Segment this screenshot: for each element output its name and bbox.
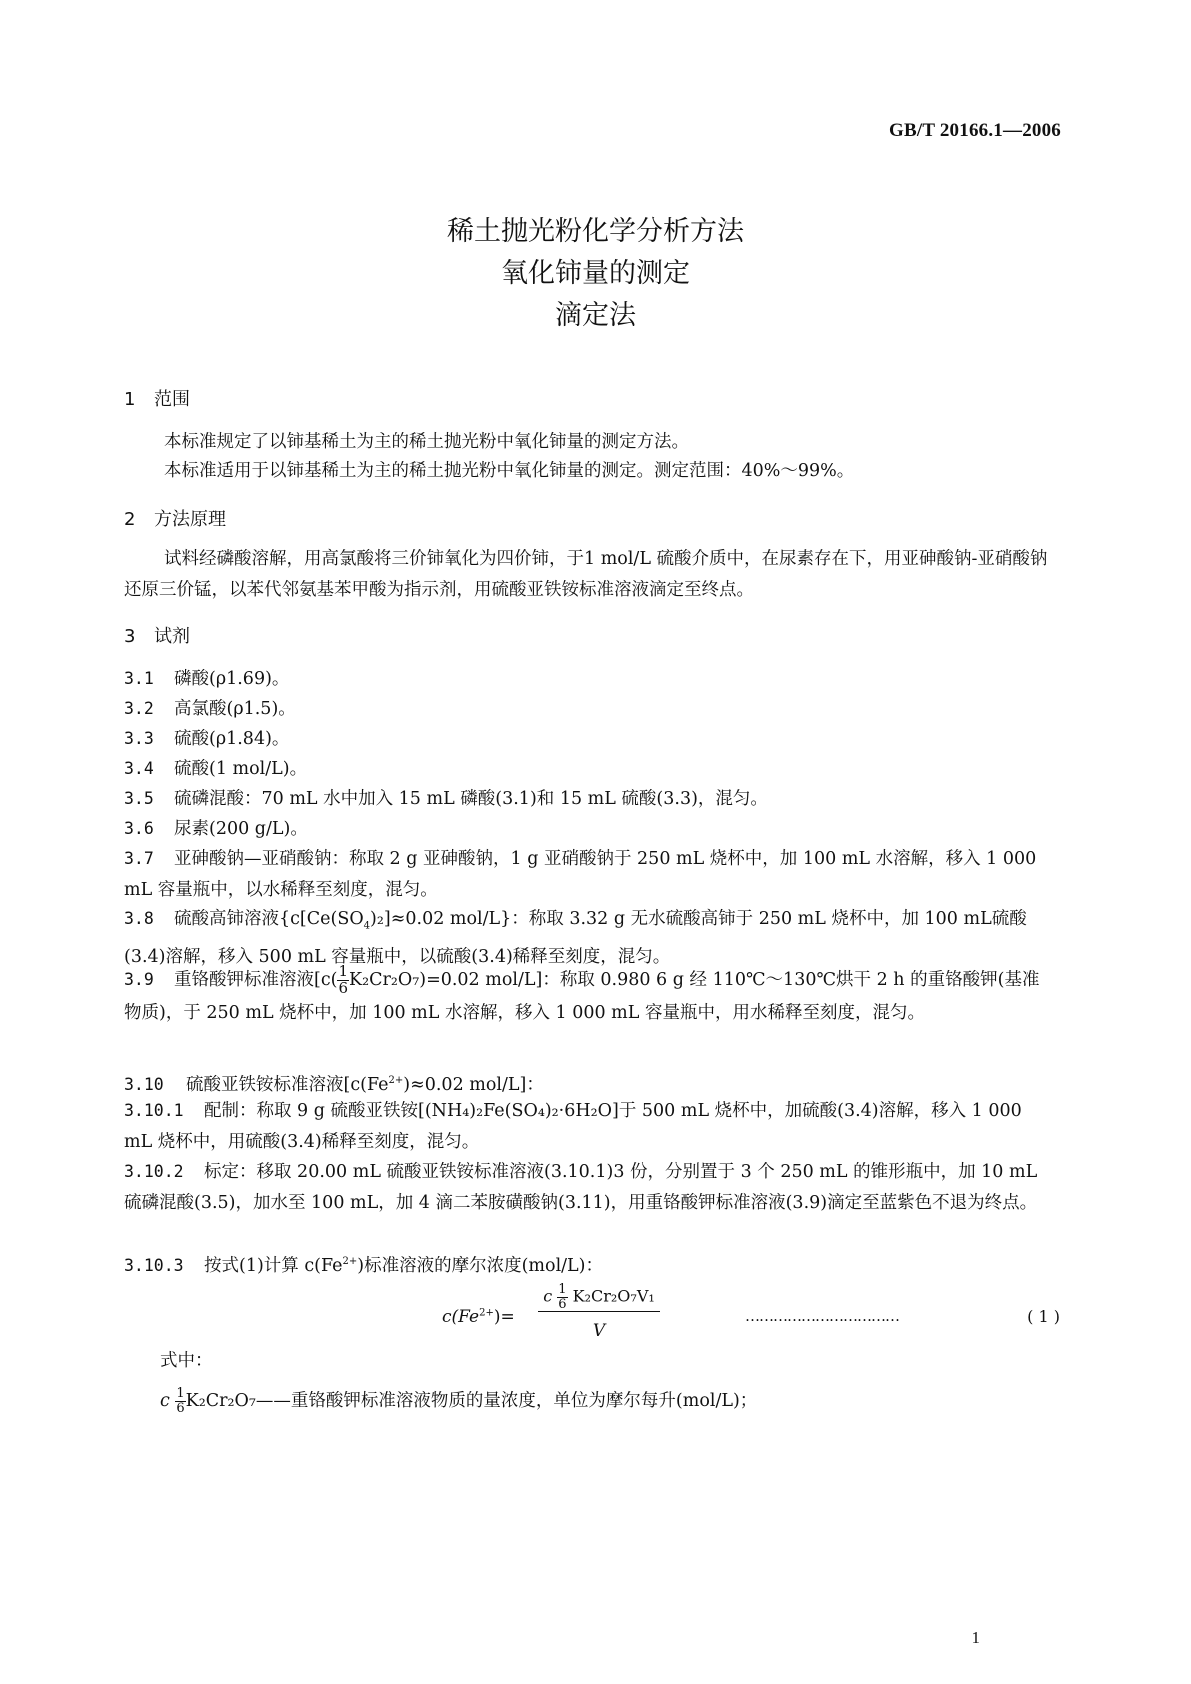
item-text-pre: 硫酸亚铁铵标准溶液[c(Fe xyxy=(186,1074,389,1095)
superscript: 2+ xyxy=(342,1256,358,1267)
fraction-numerator: 1 xyxy=(338,962,349,981)
section-2-heading xyxy=(124,505,226,531)
item-text: 硫酸(1 mol/L)。 xyxy=(174,759,308,779)
fraction xyxy=(557,1283,567,1311)
section-title: 范围 xyxy=(154,389,190,410)
page-title-line2: 氧化铈量的测定 xyxy=(501,258,690,289)
equation-1 xyxy=(400,1283,1060,1353)
item-text: 硫酸(ρ1.84)。 xyxy=(174,729,290,749)
where-label: 式中： xyxy=(160,1351,213,1371)
item-text: 亚砷酸钠—亚硝酸钠：称取 2 g 亚砷酸钠，1 g 亚硝酸钠于 250 mL 烧杯中，加 100 mL 水溶解，移入 1 000 mL 容量瓶中，以水稀释至刻度，混匀。 xyxy=(124,849,1037,900)
section-number: 1 xyxy=(124,389,136,410)
item-text: 高氯酸(ρ1.5)。 xyxy=(174,699,296,719)
equation-numerator xyxy=(538,1283,660,1312)
fraction xyxy=(337,964,349,997)
item-text: 配制：称取 9 g 硫酸亚铁铵[(NH₄)₂Fe(SO₄)₂·6H₂O]于 500 mL 烧杯中，加硫酸(3.4)溶解，移入 1 000 mL 烧杯中，用硫酸(3.4)稀释至刻度，混匀。 xyxy=(124,1101,1022,1152)
fraction-numerator: 1 xyxy=(558,1282,567,1297)
equation-number: ( 1 ) xyxy=(1027,1307,1060,1326)
item-text: 硫磷混酸：70 mL 水中加入 15 mL 磷酸(3.1)和 15 mL 硫酸(3.3)，混匀。 xyxy=(174,789,768,809)
section-number: 3 xyxy=(124,626,136,647)
item-text-post: )标准溶液的摩尔浓度(mol/L)： xyxy=(357,1255,604,1276)
superscript: 2+ xyxy=(388,1075,404,1086)
reagent-item xyxy=(124,963,1049,1030)
page-number: 1 xyxy=(971,1628,980,1647)
eq-lhs-pre: c(Fe xyxy=(442,1307,480,1327)
equation-lhs xyxy=(442,1307,515,1327)
item-number: 3.3 xyxy=(124,729,154,748)
fraction xyxy=(175,1387,185,1415)
reagent-item xyxy=(124,1156,1049,1219)
item-number: 3.1 xyxy=(124,669,154,688)
subscript: 4 xyxy=(363,920,371,932)
reagent-item xyxy=(124,783,1049,815)
reagent-item xyxy=(124,663,1049,695)
var-description: ——重铬酸钾标准溶液物质的量浓度，单位为摩尔每升(mol/L)； xyxy=(255,1391,758,1411)
eq-num-c: c xyxy=(543,1286,553,1306)
eq-num-rest: K₂Cr₂O₇V₁ xyxy=(572,1286,655,1306)
item-text-post: )₂]≈0.02 mol/L}：称取 3.32 g 无水硫酸高铈于 250 mL 烧杯中，加 100 mL硫酸(3.4)溶解，移入 500 mL 容量瓶中，以硫酸(3.4)稀释至刻度，混匀。 xyxy=(124,909,1027,967)
page-title-line3: 滴定法 xyxy=(555,300,636,331)
item-number: 3.10.1 xyxy=(124,1101,184,1120)
paragraph: 试料经磷酸溶解，用高氯酸将三价铈氧化为四价铈，于1 mol/L 硫酸介质中，在尿素存在下，用亚砷酸钠-亚硝酸钠还原三价锰，以苯代邻氨基苯甲酸为指示剂，用硫酸亚铁铵标准溶液滴定至终点。 xyxy=(124,549,1048,600)
item-number: 3.8 xyxy=(124,909,154,928)
item-text-pre: 重铬酸钾标准溶液[c( xyxy=(174,970,338,990)
eq-lhs-post: )= xyxy=(493,1307,515,1327)
fraction-denominator: 6 xyxy=(176,1401,185,1416)
section-title: 试剂 xyxy=(154,626,190,647)
item-text: 尿素(200 g/L)。 xyxy=(174,819,308,839)
reagent-item xyxy=(124,813,1049,845)
eq-lhs-sup: 2+ xyxy=(479,1307,494,1319)
variable-definition xyxy=(160,1385,1085,1418)
equation-leader-dots: …………………………… xyxy=(745,1307,899,1325)
paragraph: 本标准规定了以铈基稀土为主的稀土抛光粉中氧化铈量的测定方法。 xyxy=(164,432,689,452)
var-rest: K₂Cr₂O₇ xyxy=(185,1391,256,1411)
fraction-denominator: 6 xyxy=(558,1296,567,1312)
fraction-denominator: 6 xyxy=(338,979,349,997)
item-number: 3.10 xyxy=(124,1074,164,1094)
item-number: 3.4 xyxy=(124,759,154,778)
item-text: 标定：移取 20.00 mL 硫酸亚铁铵标准溶液(3.10.1)3 份，分别置于 3 个 250 mL 的锥形瓶中，加 10 mL 硫磷混酸(3.5)，加水至 100 mL，加 4 滴二苯胺磺酸钠(3.11)，用重铬酸钾标准溶液(3.9)滴定至蓝紫色不退为终点。 xyxy=(124,1162,1038,1213)
item-number: 3.9 xyxy=(124,970,154,989)
item-text-post: )≈0.02 mol/L]： xyxy=(403,1074,544,1095)
page-title-line1: 稀土抛光粉化学分析方法 xyxy=(447,216,744,247)
section-title: 方法原理 xyxy=(154,509,226,530)
reagent-item xyxy=(124,693,1049,725)
section-3-heading xyxy=(124,622,190,648)
reagent-item xyxy=(124,1095,1049,1158)
fraction-numerator: 1 xyxy=(176,1386,185,1402)
item-text-post: K₂Cr₂O₇)=0.02 mol/L]：称取 0.980 6 g 经 110℃～130℃烘干 2 h 的重铬酸钾(基准物质)，于 250 mL 烧杯中，加 100 mL 水溶解，移入 1 000 mL 容量瓶中，用水稀释至刻度，混匀。 xyxy=(124,970,1040,1023)
reagent-item xyxy=(124,1246,1049,1282)
section-number: 2 xyxy=(124,509,136,530)
item-text-pre: 硫酸高铈溶液{c[Ce(SO xyxy=(174,909,364,929)
item-number: 3.2 xyxy=(124,699,154,718)
item-number: 3.10.3 xyxy=(124,1255,184,1275)
standard-number: GB/T 20166.1—2006 xyxy=(889,120,1061,141)
item-text-pre: 按式(1)计算 c(Fe xyxy=(204,1255,343,1276)
equation-denominator: V xyxy=(592,1321,606,1341)
reagent-item xyxy=(124,753,1049,785)
paragraph: 本标准适用于以铈基稀土为主的稀土抛光粉中氧化铈量的测定。测定范围：40%～99%。 xyxy=(164,461,855,481)
item-number: 3.7 xyxy=(124,849,154,868)
section-1-heading xyxy=(124,385,190,411)
var-symbol: c xyxy=(160,1391,170,1411)
reagent-item xyxy=(124,843,1049,906)
item-number: 3.5 xyxy=(124,789,154,808)
item-text: 磷酸(ρ1.69)。 xyxy=(174,669,290,689)
item-number: 3.10.2 xyxy=(124,1162,184,1181)
reagent-item xyxy=(124,723,1049,755)
item-number: 3.6 xyxy=(124,819,154,838)
